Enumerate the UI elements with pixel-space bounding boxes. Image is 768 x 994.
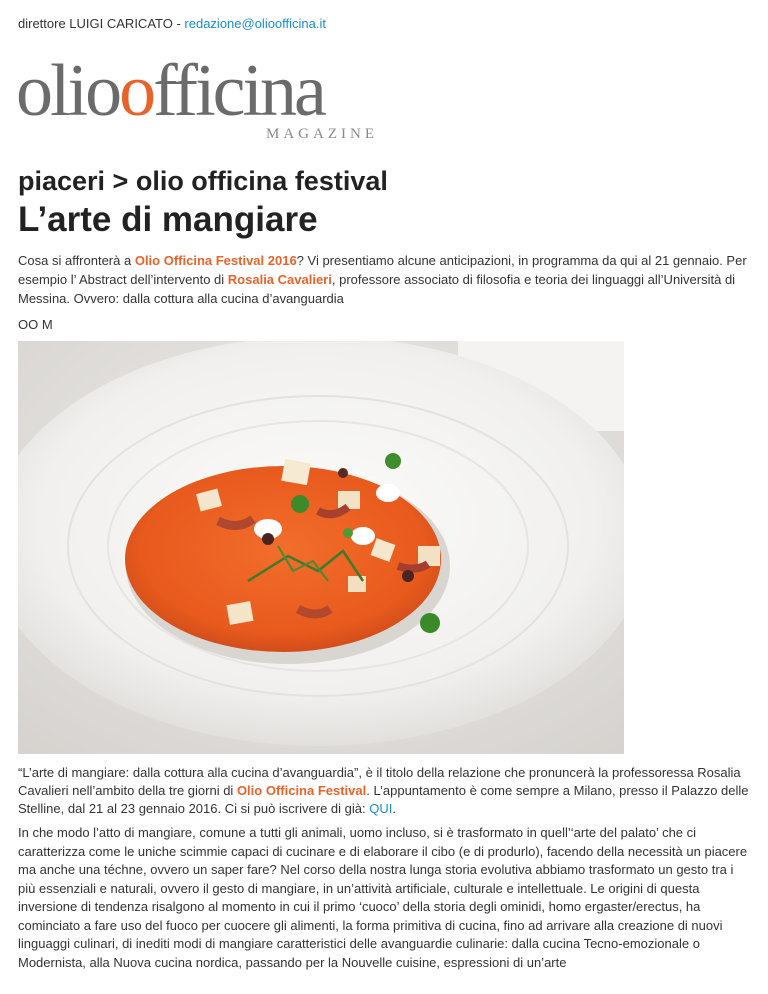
email-link[interactable]: redazione@olioofficina.it [184,16,327,31]
speaker-link[interactable]: Rosalia Cavalieri [227,272,332,287]
photo-caption: “L’arte di mangiare: dalla cottura alla cucina d’avanguardia”, è il titolo della relazione che pronuncerà la professoressa Rosalia Cavalieri nell’ambito della tre giorni di Olio Officina Festival. L’appuntamento è come sempre a Milano, presso il Palazzo delle Stelline, dal 21 al 23 gennaio 2016. Ci si può iscrivere di già: QUI. [18,765,749,816]
site-logo[interactable] [16,50,388,146]
page-title: L’arte di mangiare [18,200,318,239]
festival-link[interactable]: Olio Officina Festival [236,783,367,798]
director-text: direttore LUIGI CARICATO - [18,16,185,31]
festival-2016-link[interactable]: Olio Officina Festival 2016 [134,253,297,268]
article-body: In che modo l’atto di mangiare, comune a tutti gli animali, uomo incluso, si è trasformato in quell’‘arte del palato’ che ci caratterizza come le uniche scimmie capaci di cucinare e di elaborare il cibo (e di produrlo), facendo della necessità un piacere ma anche una téchne, ovvero un saper fare? Nel corso della nostra lunga storia evolutiva abbiamo trasformato un gesto tra i più essenziali e naturali, ovvero il gesto di mangiare, in un’attività artificiale, culturale e intellettuale. Le origini di questa inversione di tendenza risalgono al momento in cui il primo ‘cuoco’ della storia degli ominidi, homo ergaster/erectus, ha cominciato a fare uso del fuoco per cuocere gli alimenti, la forma primitiva di cucina, fino ad arrivare alla creazione di nuovi linguaggi culinari, di inediti modi di mangiare caratteristici delle avanguardie culinarie: dalla cucina Tecno-emozionale o Modernista, alla Nuova cucina nordica, passando per la Nouvelle cuisine, espressioni di un’arte [18,825,748,970]
breadcrumb[interactable]: piaceri > olio officina festival [18,166,388,196]
soup-bowl-image [18,341,624,754]
logo-subtitle: MAGAZINE [266,126,378,142]
article-photo [18,341,624,754]
register-link[interactable]: QUI [369,801,393,816]
logo-wordmark: olioofficina [16,50,324,132]
article-intro: Cosa si affronterà a Olio Officina Festival 2016? Vi presentiamo alcune anticipazioni, in programma da qui al 21 gennaio. Per esempio l’ Abstract dell’intervento di Rosalia Cavalieri, professore associato di filosofia e teoria dei linguaggi all’Università di Messina. Ovvero: dalla cottura alla cucina d’avanguardia [18,253,747,306]
director-line [18,16,326,31]
author-byline: OO M [18,317,53,332]
